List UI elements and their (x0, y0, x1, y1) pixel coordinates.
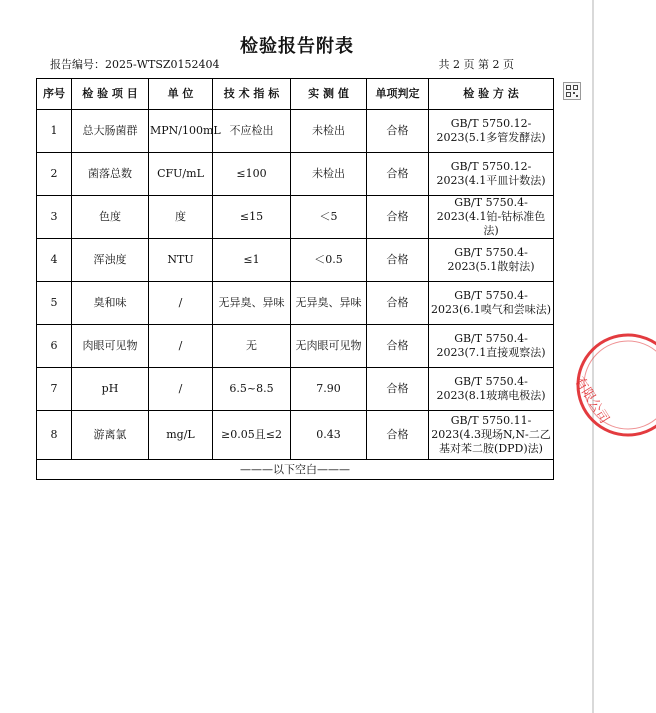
table-row (37, 368, 554, 411)
report-title: 检验报告附表 (240, 36, 354, 57)
cell-no: 3 (37, 196, 72, 239)
cell-unit: mg/L (149, 411, 213, 460)
header-unit: 单 位 (149, 79, 213, 110)
cell-method: GB/T 5750.12-2023(4.1平皿计数法) (429, 153, 554, 196)
cell-method: GB/T 5750.4-2023(8.1玻璃电极法) (429, 368, 554, 411)
cell-measured: 无异臭、异味 (291, 282, 367, 325)
cell-measured: ＜0.5 (291, 239, 367, 282)
cell-item: 总大肠菌群 (72, 110, 149, 153)
cell-unit: / (149, 282, 213, 325)
cell-unit: NTU (149, 239, 213, 282)
header-method: 检 验 方 法 (429, 79, 554, 110)
cell-unit: / (149, 368, 213, 411)
cell-standard: 无异臭、异味 (213, 282, 291, 325)
table-row (37, 153, 554, 196)
official-seal (566, 330, 656, 440)
cell-method: GB/T 5750.4-2023(6.1嗅气和尝味法) (429, 282, 554, 325)
cell-no: 7 (37, 368, 72, 411)
cell-method: GB/T 5750.4-2023(4.1铂-钴标准色法) (429, 196, 554, 239)
cell-unit: 度 (149, 196, 213, 239)
qr-code-icon[interactable] (563, 82, 581, 100)
cell-verdict: 合格 (367, 196, 429, 239)
cell-method: GB/T 5750.11-2023(4.3现场N,N-二乙基对苯二胺(DPD)法) (429, 411, 554, 460)
cell-item: 菌落总数 (72, 153, 149, 196)
table-row (37, 325, 554, 368)
cell-unit: MPN/100mL (149, 110, 213, 153)
cell-measured: 无肉眼可见物 (291, 325, 367, 368)
cell-unit: / (149, 325, 213, 368)
cell-measured: 0.43 (291, 411, 367, 460)
report-number: 报告编号：2025-WTSZ0152404 (50, 58, 220, 71)
cell-method: GB/T 5750.4-2023(5.1散射法) (429, 239, 554, 282)
cell-verdict: 合格 (367, 325, 429, 368)
table-row (37, 239, 554, 282)
cell-standard: 无 (213, 325, 291, 368)
inspection-table (36, 78, 554, 480)
cell-no: 4 (37, 239, 72, 282)
svg-text:有限公司: 有限公司 (571, 374, 612, 427)
cell-item: 浑浊度 (72, 239, 149, 282)
cell-verdict: 合格 (367, 411, 429, 460)
header-verdict: 单项判定 (367, 79, 429, 110)
cell-standard: ≤1 (213, 239, 291, 282)
table-row (37, 110, 554, 153)
cell-no: 8 (37, 411, 72, 460)
cell-item: 臭和味 (72, 282, 149, 325)
cell-measured: 未检出 (291, 110, 367, 153)
table-footer-row (37, 460, 554, 480)
cell-standard: 不应检出 (213, 110, 291, 153)
page-info: 共 2 页 第 2 页 (438, 58, 514, 71)
cell-verdict: 合格 (367, 282, 429, 325)
cell-measured: ＜5 (291, 196, 367, 239)
header-standard: 技 术 指 标 (213, 79, 291, 110)
cell-no: 6 (37, 325, 72, 368)
header-item: 检 验 项 目 (72, 79, 149, 110)
cell-no: 5 (37, 282, 72, 325)
cell-method: GB/T 5750.12-2023(5.1多管发酵法) (429, 110, 554, 153)
cell-unit: CFU/mL (149, 153, 213, 196)
cell-verdict: 合格 (367, 153, 429, 196)
cell-no: 2 (37, 153, 72, 196)
qr-code-glyph (566, 85, 578, 97)
table-row (37, 196, 554, 239)
cell-verdict: 合格 (367, 368, 429, 411)
cell-no: 1 (37, 110, 72, 153)
blank-below-note: ———以下空白——— (37, 460, 554, 480)
header-measured: 实 测 值 (291, 79, 367, 110)
cell-method: GB/T 5750.4-2023(7.1直接观察法) (429, 325, 554, 368)
cell-standard: ≤15 (213, 196, 291, 239)
table-row (37, 411, 554, 460)
cell-item: pH (72, 368, 149, 411)
cell-measured: 7.90 (291, 368, 367, 411)
cell-verdict: 合格 (367, 110, 429, 153)
cell-verdict: 合格 (367, 239, 429, 282)
header-no: 序号 (37, 79, 72, 110)
cell-standard: ≥0.05且≤2 (213, 411, 291, 460)
cell-item: 游离氯 (72, 411, 149, 460)
cell-standard: 6.5~8.5 (213, 368, 291, 411)
table-row (37, 282, 554, 325)
cell-standard: ≤100 (213, 153, 291, 196)
table-header-row (37, 79, 554, 110)
cell-item: 肉眼可见物 (72, 325, 149, 368)
cell-measured: 未检出 (291, 153, 367, 196)
cell-item: 色度 (72, 196, 149, 239)
